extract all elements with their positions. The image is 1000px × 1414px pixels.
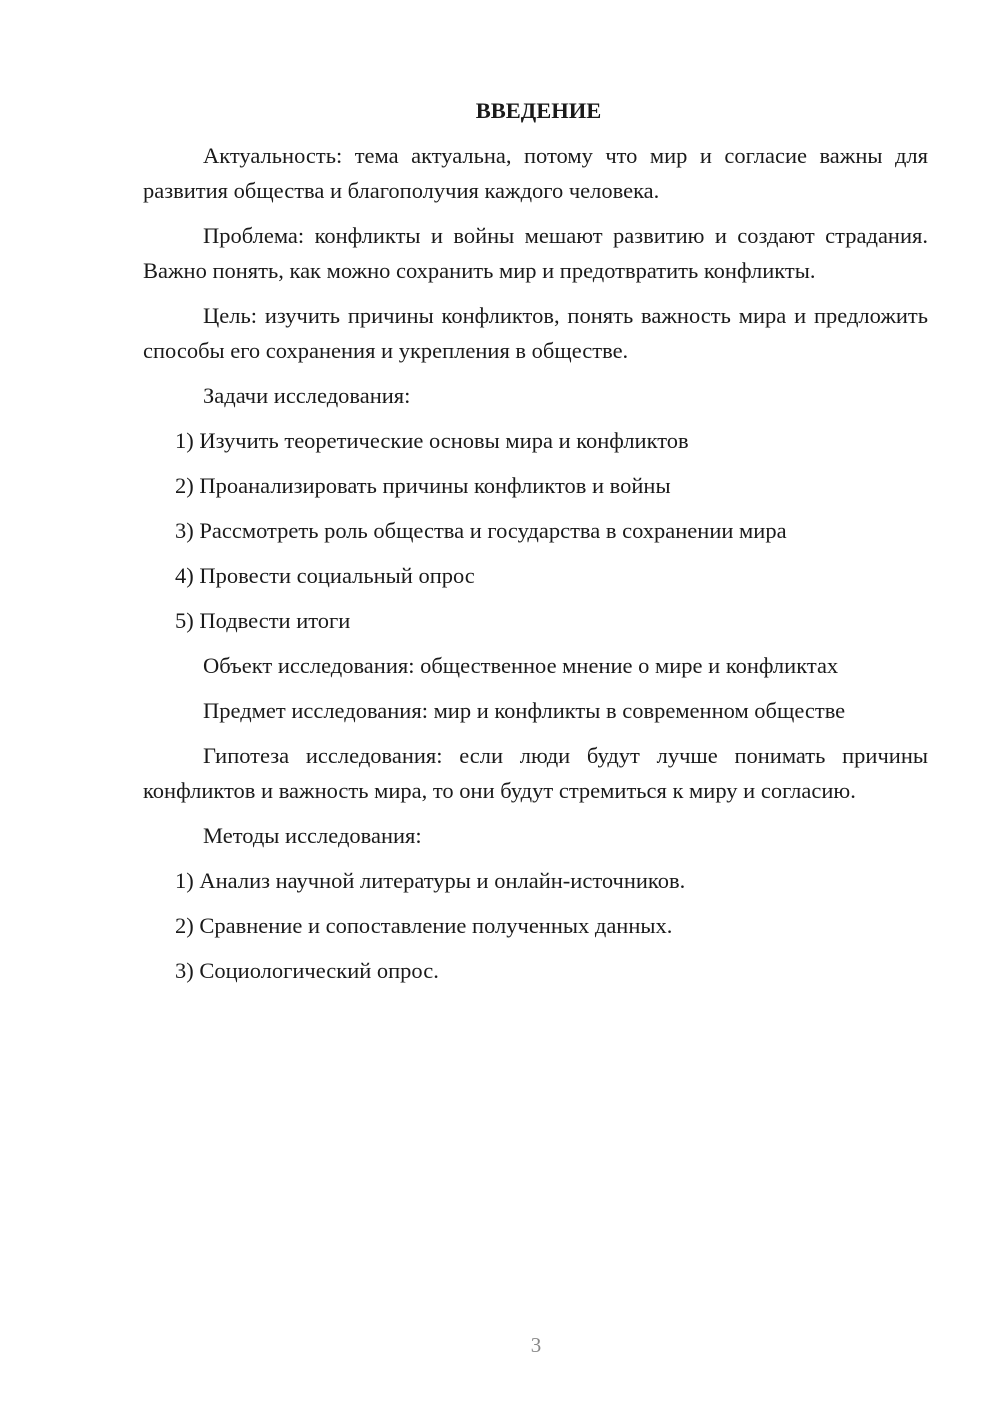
subject-paragraph: Предмет исследования: мир и конфликты в современном обществе xyxy=(203,698,846,723)
object-paragraph: Объект исследования: общественное мнение о мире и конфликтах xyxy=(203,653,839,678)
goal-paragraph: Цель: изучить причины конфликтов, понять важность мира и предложить способы его сохранения и укрепления в обществе. xyxy=(143,303,928,363)
page-number: 3 xyxy=(530,1333,542,1357)
tasks-title: Задачи исследования: xyxy=(203,383,411,408)
page-content xyxy=(143,93,928,998)
task-item: 2) Проанализировать причины конфликтов и войны xyxy=(175,473,671,498)
hypothesis-paragraph: Гипотеза исследования: если люди будут лучше понимать причины конфликтов и важность мира, то они будут стремиться к миру и согласию. xyxy=(143,743,928,803)
task-item: 4) Провести социальный опрос xyxy=(175,563,475,588)
method-item: 2) Сравнение и сопоставление полученных данных. xyxy=(175,913,673,938)
task-item: 1) Изучить теоретические основы мира и конфликтов xyxy=(175,428,689,453)
method-item: 1) Анализ научной литературы и онлайн-источников. xyxy=(175,868,686,893)
section-heading: ВВЕДЕНИЕ xyxy=(475,98,602,123)
task-item: 5) Подвести итоги xyxy=(175,608,351,633)
relevance-paragraph: Актуальность: тема актуальна, потому что мир и согласие важны для развития общества и благополучия каждого человека. xyxy=(143,143,928,203)
methods-title: Методы исследования: xyxy=(203,823,422,848)
method-item: 3) Социологический опрос. xyxy=(175,958,439,983)
task-item: 3) Рассмотреть роль общества и государства в сохранении мира xyxy=(175,518,787,543)
problem-paragraph: Проблема: конфликты и войны мешают развитию и создают страдания. Важно понять, как можно сохранить мир и предотвратить конфликты. xyxy=(143,223,928,283)
